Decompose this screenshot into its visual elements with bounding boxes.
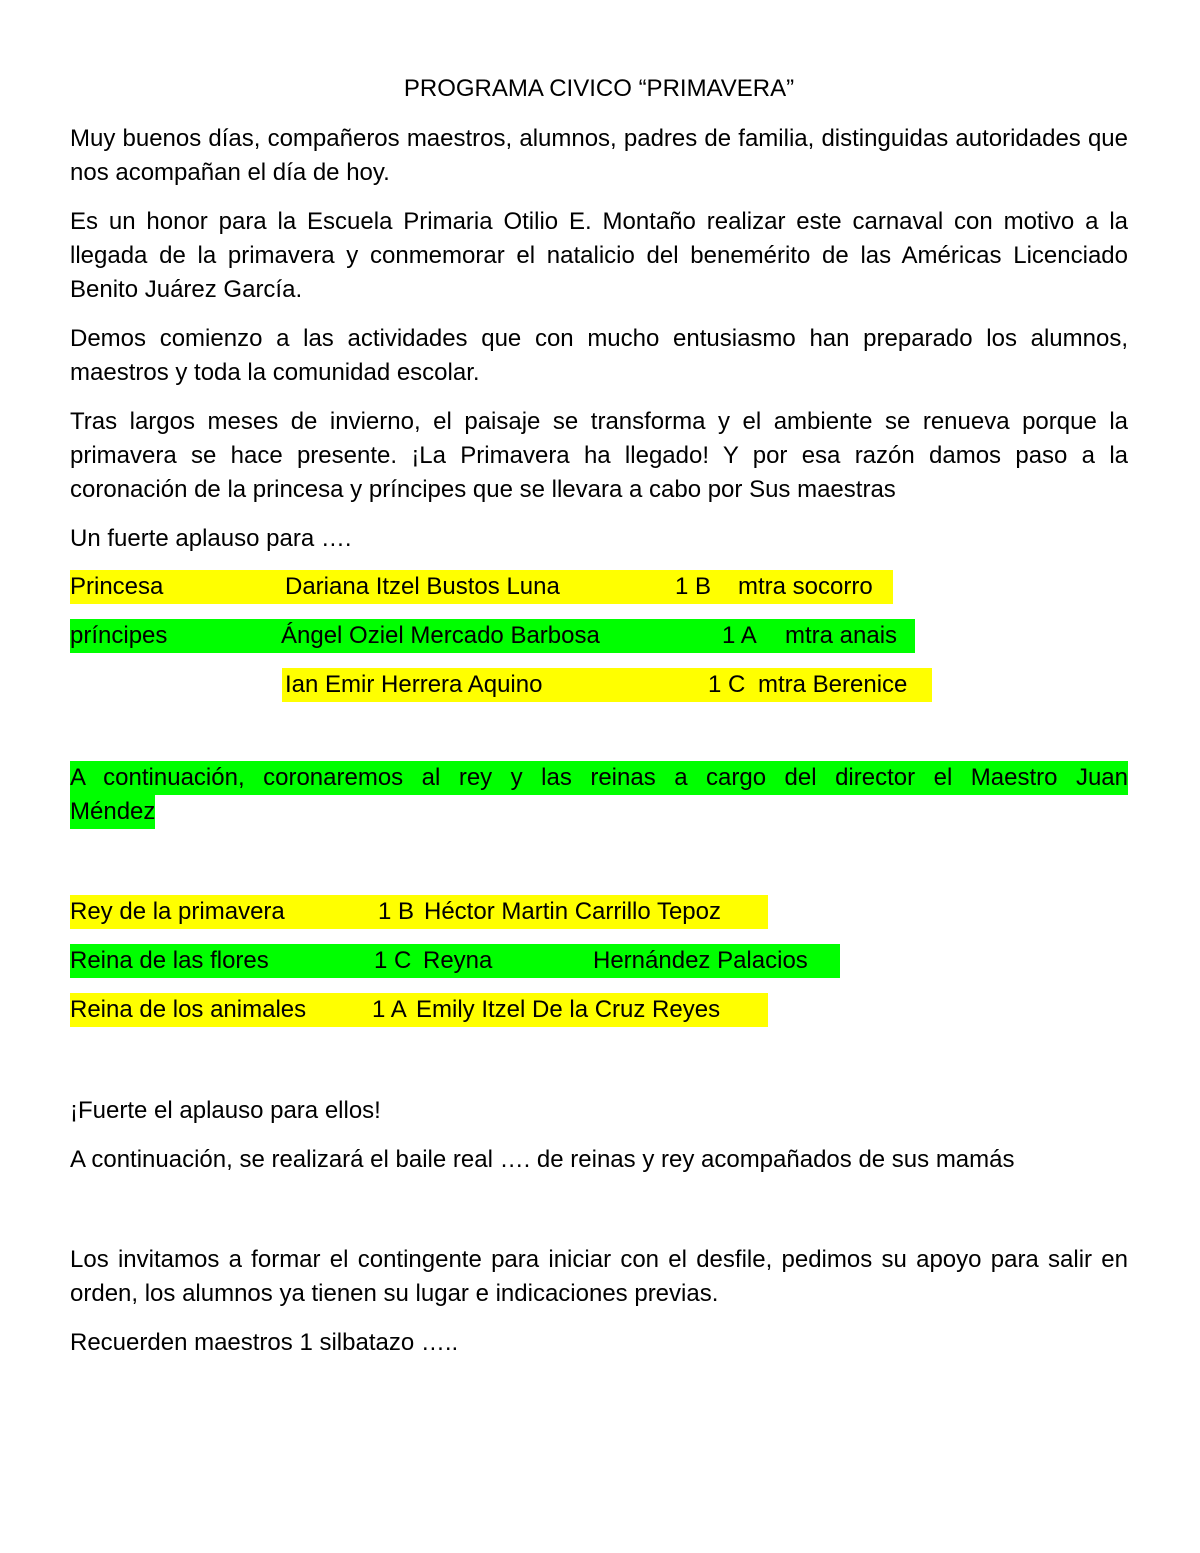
applause-paragraph: ¡Fuerte el aplauso para ellos! (70, 1097, 381, 1124)
court-role: Princesa (70, 573, 164, 600)
royal-row-reina-flores (70, 944, 1128, 978)
court-role: príncipes (70, 622, 168, 649)
royal-name-first: Reyna (423, 947, 493, 974)
royal-name-last: Hernández Palacios (593, 947, 808, 974)
court-name: Ángel Oziel Mercado Barbosa (281, 622, 600, 649)
royal-group: 1 A (372, 996, 407, 1023)
court-row-principes (70, 619, 1128, 653)
greeting-paragraph: Muy buenos días, compañeros maestros, alumnos, padres de familia, distinguidas autoridades que nos acompañan el día de hoy. (70, 125, 1128, 186)
royal-title: Rey de la primavera (70, 898, 285, 925)
activities-paragraph: Demos comienzo a las actividades que con mucho entusiasmo han preparado los alumnos, maestros y toda la comunidad escolar. (70, 325, 1128, 386)
applause-intro: Un fuerte aplauso para …. (70, 525, 352, 552)
court-row-ian (70, 668, 1128, 702)
royal-group: 1 C (374, 947, 412, 974)
court-group: 1 A (722, 622, 757, 649)
spacer (70, 844, 1128, 895)
royal-title: Reina de las flores (70, 947, 269, 974)
continuation-line-1: A continuación, coronaremos al rey y las reinas a cargo del director el Maestro Juan (70, 761, 1128, 795)
court-group: 1 C (708, 671, 746, 698)
dance-paragraph: A continuación, se realizará el baile real …. de reinas y rey acompañados de sus mamás (70, 1146, 1015, 1173)
court-name: Ian Emir Herrera Aquino (285, 671, 543, 698)
royal-row-reina-animales (70, 993, 1128, 1027)
royal-row-rey (70, 895, 1128, 929)
court-teacher: mtra socorro (738, 573, 873, 600)
spacer (70, 717, 1128, 761)
court-teacher: mtra anais (785, 622, 898, 649)
court-teacher: mtra Berenice (758, 671, 908, 698)
court-row-princesa (70, 570, 1128, 604)
spring-paragraph: Tras largos meses de invierno, el paisaje se transforma y el ambiente se renueva porque la primavera se hace presente. ¡La Primavera ha llegado! Y por esa razón damos paso a la coronación de la princesa y príncipes que se llevara a cabo por Sus maestras (70, 408, 1128, 503)
spacer (70, 1042, 1128, 1094)
court-group: 1 B (675, 573, 712, 600)
royal-title: Reina de los animales (70, 996, 307, 1023)
royal-name: Héctor Martin Carrillo Tepoz (424, 898, 721, 925)
document-title: PROGRAMA CIVICO “PRIMAVERA” (403, 75, 795, 102)
document-page (70, 72, 1128, 1375)
whistle-paragraph: Recuerden maestros 1 silbatazo ….. (70, 1329, 459, 1356)
continuation-line-2: Méndez (70, 795, 155, 829)
spacer (70, 1192, 1128, 1243)
honor-paragraph: Es un honor para la Escuela Primaria Otilio E. Montaño realizar este carnaval con motivo a la llegada de la primavera y conmemorar el natalicio del benemérito de las Américas Licenciado Benito Juárez García. (70, 208, 1128, 303)
court-name: Dariana Itzel Bustos Luna (285, 573, 560, 600)
parade-paragraph: Los invitamos a formar el contingente para iniciar con el desfile, pedimos su apoyo para salir en orden, los alumnos ya tienen su lugar e indicaciones previas. (70, 1246, 1128, 1307)
royal-group: 1 B (378, 898, 415, 925)
royal-name: Emily Itzel De la Cruz Reyes (416, 996, 721, 1023)
continuation-announcement (70, 761, 1128, 829)
